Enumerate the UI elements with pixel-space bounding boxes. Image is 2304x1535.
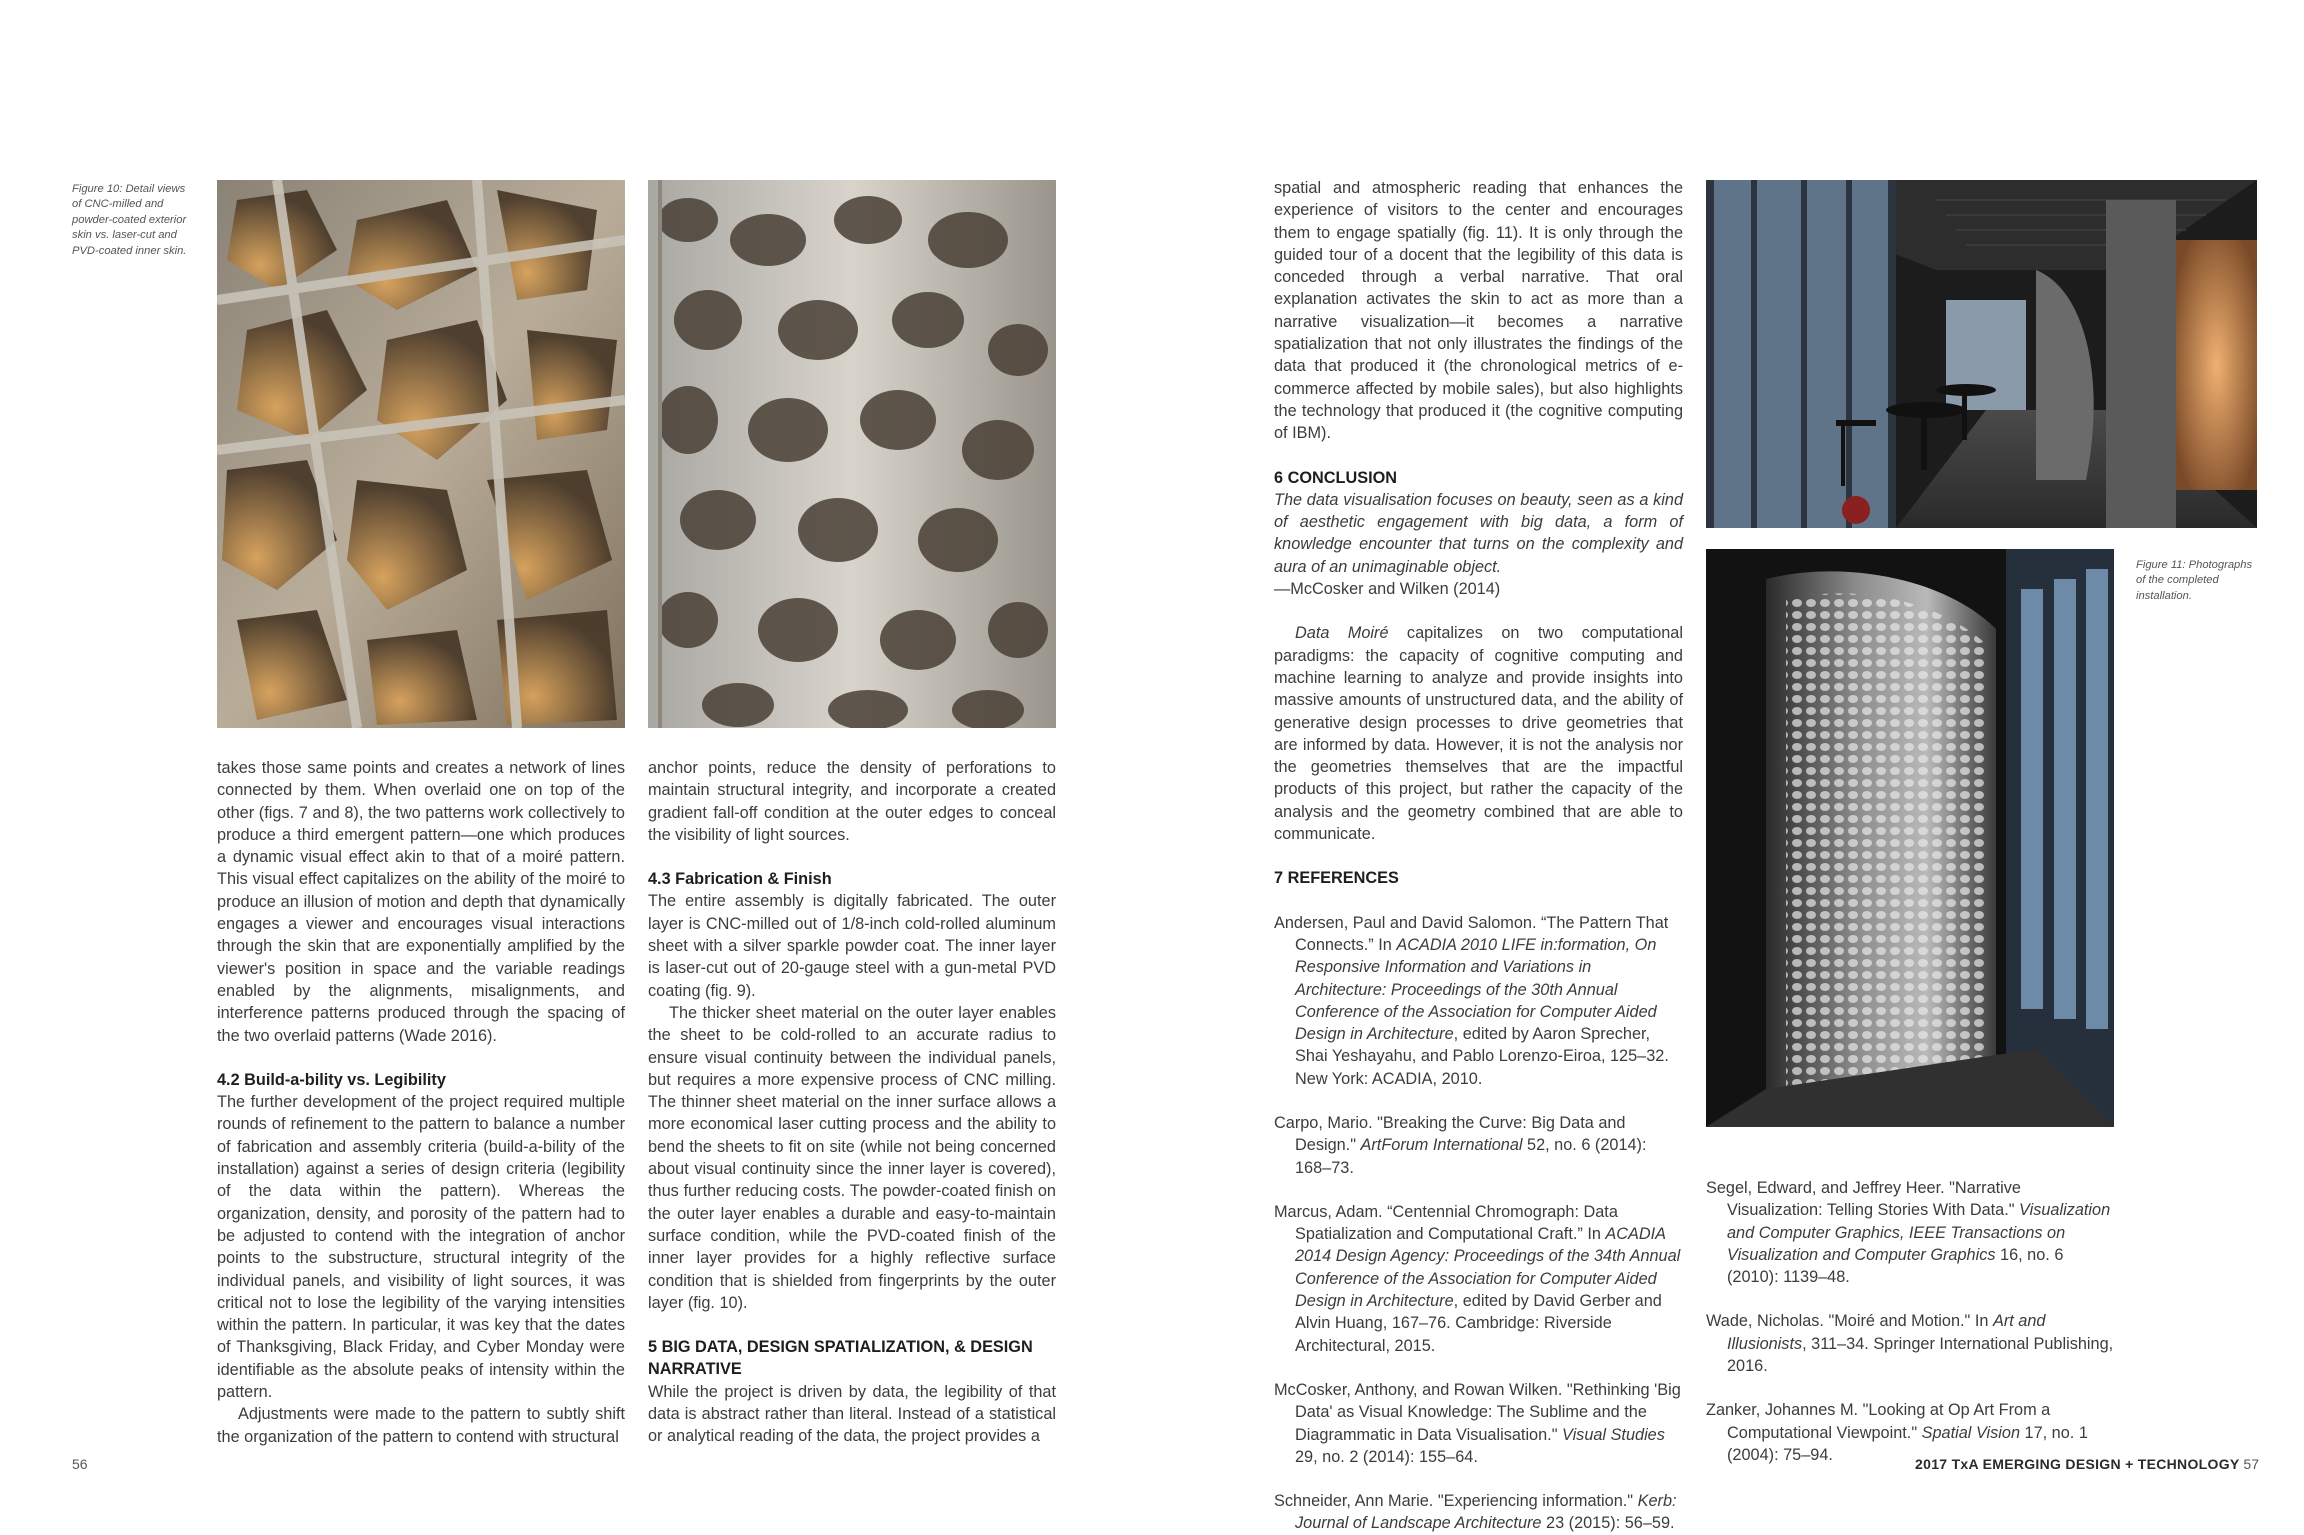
reference-entry: Marcus, Adam. “Centennial Chromograph: Data Spatialization and Computational Craft.” In ACADIA 2014 Design Agency: Proceedings of the 34th Annual Conference of the Association for Computer Aided Design in Architecture, edited by David Gerber and Alvin Huang, 167–76. Cambridge: Riverside Architectural, 2015. [1274,1202,1681,1355]
figure-10-caption: Figure 10: Detail views of CNC-milled and powder-coated exterior skin vs. laser-cut and PVD-coated inner skin. [72,183,187,257]
epigraph-attribution: —McCosker and Wilken (2014) [1274,580,1501,599]
body-paragraph: The further development of the project required multiple rounds of refinement to the pattern to balance a number of fabrication and assembly criteria (build-a-bility of the installation) against a series of design criteria (legibility of the data within the pattern). Whereas the organization, density, and porosity of the pattern had to be adjusted to contend with the integration of anchor points to the substructure, structural integrity of the individual panels, and visibility of light sources, it was critical not to lose the legibility of the varying intensities within the pattern. In particular, it was key that the dates of Thanksgiving, Black Friday, and Cyber Monday were identifiable as the absolute peaks of intensity within the pattern. [217,1093,625,1402]
body-paragraph: Adjustments were made to the pattern to subtly shift the organization of the pattern to contend with structural [217,1405,625,1446]
figure-11-photo-interior [1706,180,2257,528]
left-text-column-1 [217,757,625,1448]
reference-entry: Schneider, Ann Marie. "Experiencing information." Kerb: Journal of Landscape Architecture 23 (2015): 56–59. [1274,1492,1677,1533]
body-paragraph: spatial and atmospheric reading that enhances the experience of visitors to the center and encourages them to engage spatially (fig. 11). It is only through the guided tour of a docent that the legibility of this data is conceded through a verbal narrative. That oral explanation activates the skin to act as more than a narrative visualization—it becomes a narrative spatialization that not only illustrates the findings of the data that produced it (the chronological metrics of e-commerce affected by mobile sales), but also highlights the technology that produced it (the cognitive computing of IBM). [1274,179,1683,443]
body-paragraph: While the project is driven by data, the legibility of that data is abstract rather than literal. Instead of a statistical or analytical reading of the data, the project provides a [648,1382,1056,1446]
running-title: 2017 TxA EMERGING DESIGN + TECHNOLOGY [1915,1456,2240,1472]
body-paragraph: anchor points, reduce the density of perforations to maintain structural integrity, and incorporate a created gradient fall-off condition at the outer edges to conceal the visibility of light sources. [648,759,1056,844]
reference-entry: Segel, Edward, and Jeffrey Heer. "Narrative Visualization: Telling Stories With Data." Visualization and Computer Graphics, IEEE Transactions on Visualization and Computer Graphics 16, no. 6 (2010): 1139–48. [1706,1179,2111,1287]
figure-11-photo-installation [1706,549,2114,1127]
figure-11-caption: Figure 11: Photographs of the completed installation. [2136,559,2253,602]
body-paragraph [1274,622,1683,845]
right-page-number: 57 [2243,1456,2259,1472]
body-paragraph: The entire assembly is digitally fabricated. The outer layer is CNC-milled out of 1/8-inch cold-rolled aluminum sheet with a silver sparkle powder coat. The inner layer is laser-cut out of 20-gauge steel with a gun-metal PVD coating (fig. 9). [648,892,1056,1000]
section-heading-7: 7 REFERENCES [1274,869,1399,888]
epigraph-quote: The data visualisation focuses on beauty, seen as a kind of aesthetic engagement with big data, a form of knowledge encounter that turns on the complexity and aura of an unimaginable object. [1274,490,1683,576]
left-page-number: 56 [72,1456,88,1472]
right-running-footer [1915,1456,2259,1472]
section-heading-4-3: 4.3 Fabrication & Finish [648,870,832,889]
section-heading-5: 5 BIG DATA, DESIGN SPATIALIZATION, & DESIGN NARRATIVE [648,1338,1033,1379]
figure-10-photo-outer-skin [217,180,625,728]
section-heading-4-2: 4.2 Build-a-bility vs. Legibility [217,1070,446,1089]
body-text: capitalizes on two computational paradigms: the capacity of cognitive computing and machine learning to analyze and provide insights into massive amounts of unstructured data, and the ability of generative design processes to drive geometries that are informed by data. However, it is not the analysis nor the geometries themselves that are the impactful products of this project, but rather the capacity of the analysis and the geometry combined that are able to communicate. [1274,624,1683,844]
project-title: Data Moiré [1295,624,1389,643]
right-text-column [1274,177,1683,1535]
reference-entry: Carpo, Mario. "Breaking the Curve: Big Data and Design." ArtForum International 52, no. 6 (2014): 168–73. [1274,1113,1647,1177]
references-list [1274,912,1683,1535]
reference-entry: Andersen, Paul and David Salomon. “The Pattern That Connects.” In ACADIA 2010 LIFE in:formation, On Responsive Information and Variations in Architecture: Proceedings of the 30th Annual Conference of the Association for Computer Aided Design in Architecture, edited by Aaron Sprecher, Shai Yeshayahu, and Pablo Lorenzo-Eiroa, 125–32. New York: ACADIA, 2010. [1274,913,1669,1088]
section-heading-6: 6 CONCLUSION [1274,468,1398,487]
figure-10-photo-inner-skin [648,180,1056,728]
far-right-references [1706,1177,2114,1466]
left-text-column-2 [648,757,1056,1448]
reference-entry: Wade, Nicholas. "Moiré and Motion." In Art and Illusionists, 311–34. Springer International Publishing, 2016. [1706,1312,2114,1376]
body-paragraph: The thicker sheet material on the outer layer enables the sheet to be cold-rolled to an accurate radius to ensure visual continuity between the individual panels, but requires a more expensive process of CNC milling. The thinner sheet material on the inner surface allows a more economical laser cutting process and the ability to bend the sheets to fit on site (while not being concerned about visual continuity since the inner layer is covered), thus further reducing costs. The powder-coated finish on the outer layer enables a durable and easy-to-maintain surface condition, while the PVD-coated finish of the inner layer provides for a highly reflective surface condition that is shielded from fingerprints by the outer layer (fig. 10). [648,1003,1056,1312]
reference-entry: Zanker, Johannes M. "Looking at Op Art From a Computational Viewpoint." Spatial Vision 17, no. 1 (2004): 75–94. [1706,1401,2088,1464]
body-paragraph: takes those same points and creates a network of lines connected by them. When overlaid one on top of the other (figs. 7 and 8), the two patterns work collectively to produce a third emergent pattern—one which produces a dynamic visual effect akin to that of a moiré pattern. This visual effect capitalizes on the ability of the moiré to produce an illusion of motion and depth that dynamically engages a viewer and encourages visual interactions through the skin that are exponentially amplified by the viewer's position in space and the variable readings enabled by the alignments, misalignments, and interference patterns produced through the spacing of the two overlaid patterns (Wade 2016). [217,759,625,1045]
reference-entry: McCosker, Anthony, and Rowan Wilken. "Rethinking 'Big Data' as Visual Knowledge: The Sublime and the Diagrammatic in Data Visualisation." Visual Studies 29, no. 2 (2014): 155–64. [1274,1380,1681,1466]
